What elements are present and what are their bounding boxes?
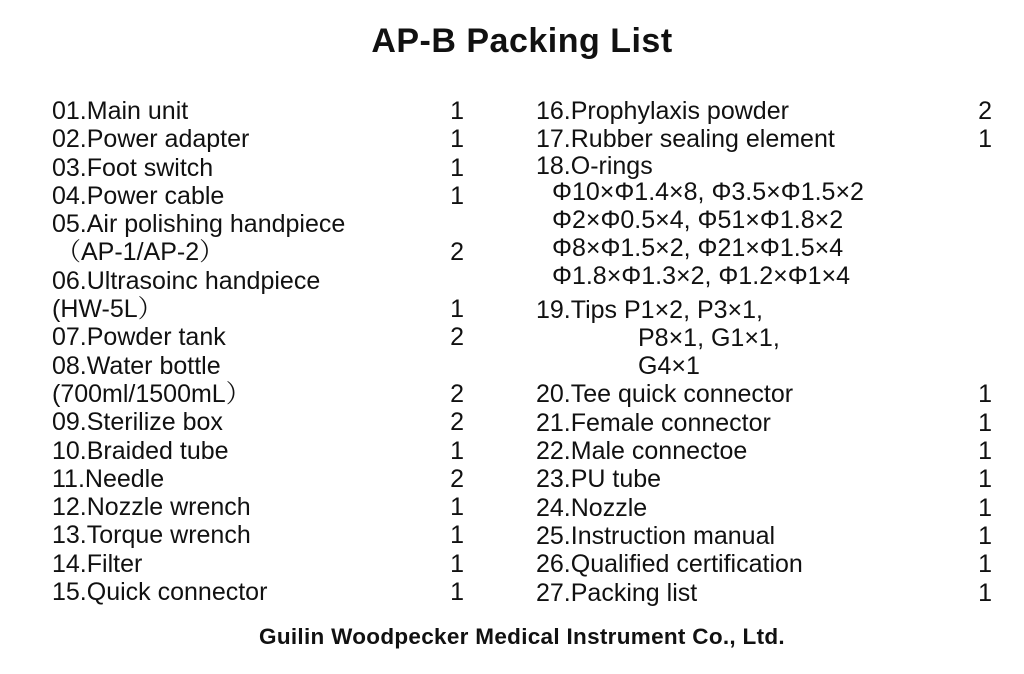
item-quantity: 1 xyxy=(450,578,464,607)
item-quantity: 1 xyxy=(978,465,992,494)
item-model-note: （AP-1/AP-2） xyxy=(56,238,225,267)
item-quantity: 1 xyxy=(450,295,464,324)
item-label: 05.Air polishing handpiece xyxy=(52,210,346,239)
list-item xyxy=(52,493,470,521)
list-item xyxy=(52,465,470,493)
list-item xyxy=(536,465,994,493)
item-quantity: 1 xyxy=(978,550,992,579)
list-item xyxy=(536,125,994,153)
list-item xyxy=(536,522,994,550)
o-ring-spec-line: Φ1.8×Φ1.3×2, Φ1.2×Φ1×4 xyxy=(552,261,851,290)
item-quantity: 2 xyxy=(450,464,464,493)
item-label: 16.Prophylaxis powder xyxy=(536,97,789,125)
item-label: 03.Foot switch xyxy=(52,153,214,182)
list-item xyxy=(52,521,470,549)
item-label: 26.Qualified certification xyxy=(536,550,803,579)
o-ring-spec-line: Φ8×Φ1.5×2, Φ21×Φ1.5×4 xyxy=(552,233,844,262)
item-label: 08.Water bottle xyxy=(52,351,221,380)
item-model-note: (700ml/1500mL） xyxy=(52,379,251,408)
list-item xyxy=(536,579,994,607)
list-item-tips xyxy=(536,296,994,381)
item-quantity: 1 xyxy=(450,436,464,465)
item-quantity: 1 xyxy=(450,549,464,578)
item-quantity: 1 xyxy=(450,493,464,522)
list-item xyxy=(52,408,470,436)
list-item xyxy=(52,154,470,182)
item-label: 02.Power adapter xyxy=(52,125,250,154)
o-ring-spec-line: Φ2×Φ0.5×4, Φ51×Φ1.8×2 xyxy=(552,205,844,234)
item-quantity: 2 xyxy=(450,238,464,267)
item-label: 07.Powder tank xyxy=(52,323,226,352)
item-quantity: 1 xyxy=(450,521,464,550)
item-label: 01.Main unit xyxy=(52,97,189,125)
item-quantity: 1 xyxy=(978,493,992,522)
page-title: AP-B Packing List xyxy=(371,22,673,60)
item-quantity: 1 xyxy=(978,125,992,154)
item-quantity: 1 xyxy=(978,408,992,437)
item-quantity: 1 xyxy=(978,380,992,409)
list-item xyxy=(536,380,994,408)
item-quantity: 2 xyxy=(450,323,464,352)
list-item xyxy=(536,550,994,578)
item-label: 23.PU tube xyxy=(536,465,662,494)
item-label: 09.Sterilize box xyxy=(52,408,223,437)
item-quantity: 1 xyxy=(450,181,464,210)
list-item xyxy=(52,550,470,578)
item-label: 11.Needle xyxy=(52,464,165,493)
list-item xyxy=(536,97,994,125)
list-item xyxy=(52,267,470,324)
item-label: 15.Quick connector xyxy=(52,578,268,607)
item-label: 17.Rubber sealing element xyxy=(536,125,835,154)
item-quantity: 2 xyxy=(450,408,464,437)
item-label: 19.Tips P1×2, P3×1, xyxy=(536,295,764,324)
item-quantity: 1 xyxy=(450,153,464,182)
tips-spec-line: G4×1 xyxy=(638,352,700,381)
list-item-o-rings xyxy=(536,151,994,290)
item-label: 22.Male connectoe xyxy=(536,437,748,466)
item-model-note: (HW-5L） xyxy=(52,295,163,324)
list-item xyxy=(52,352,470,409)
list-item xyxy=(52,578,470,606)
packing-list-left-column xyxy=(52,97,470,606)
item-label: 21.Female connector xyxy=(536,408,771,437)
packing-list-right-column xyxy=(536,97,994,607)
list-item xyxy=(52,210,470,267)
item-label: 20.Tee quick connector xyxy=(536,380,794,409)
list-item xyxy=(52,125,470,153)
item-quantity: 1 xyxy=(978,521,992,550)
item-label: 18.O-rings xyxy=(536,151,653,180)
o-ring-spec-line: Φ10×Φ1.4×8, Φ3.5×Φ1.5×2 xyxy=(552,177,864,206)
item-label: 04.Power cable xyxy=(52,181,225,210)
item-quantity: 1 xyxy=(978,437,992,466)
list-item xyxy=(536,409,994,437)
item-quantity: 1 xyxy=(450,97,464,125)
item-quantity: 1 xyxy=(450,125,464,154)
item-label: 10.Braided tube xyxy=(52,436,229,465)
item-label: 06.Ultrasoinc handpiece xyxy=(52,266,321,295)
item-quantity: 2 xyxy=(450,379,464,408)
list-item xyxy=(52,97,470,125)
item-quantity: 2 xyxy=(978,97,992,125)
item-quantity: 1 xyxy=(978,578,992,607)
company-name: Guilin Woodpecker Medical Instrument Co., Ltd. xyxy=(259,624,785,649)
item-label: 13.Torque wrench xyxy=(52,521,251,550)
list-item xyxy=(52,323,470,351)
list-item xyxy=(536,437,994,465)
tips-spec-line: P8×1, G1×1, xyxy=(638,323,780,352)
item-label: 27.Packing list xyxy=(536,578,698,607)
item-label: 24.Nozzle xyxy=(536,493,648,522)
item-label: 25.Instruction manual xyxy=(536,521,776,550)
item-label: 12.Nozzle wrench xyxy=(52,493,251,522)
list-item xyxy=(52,182,470,210)
item-label: 14.Filter xyxy=(52,549,143,578)
list-item xyxy=(52,437,470,465)
list-item xyxy=(536,494,994,522)
